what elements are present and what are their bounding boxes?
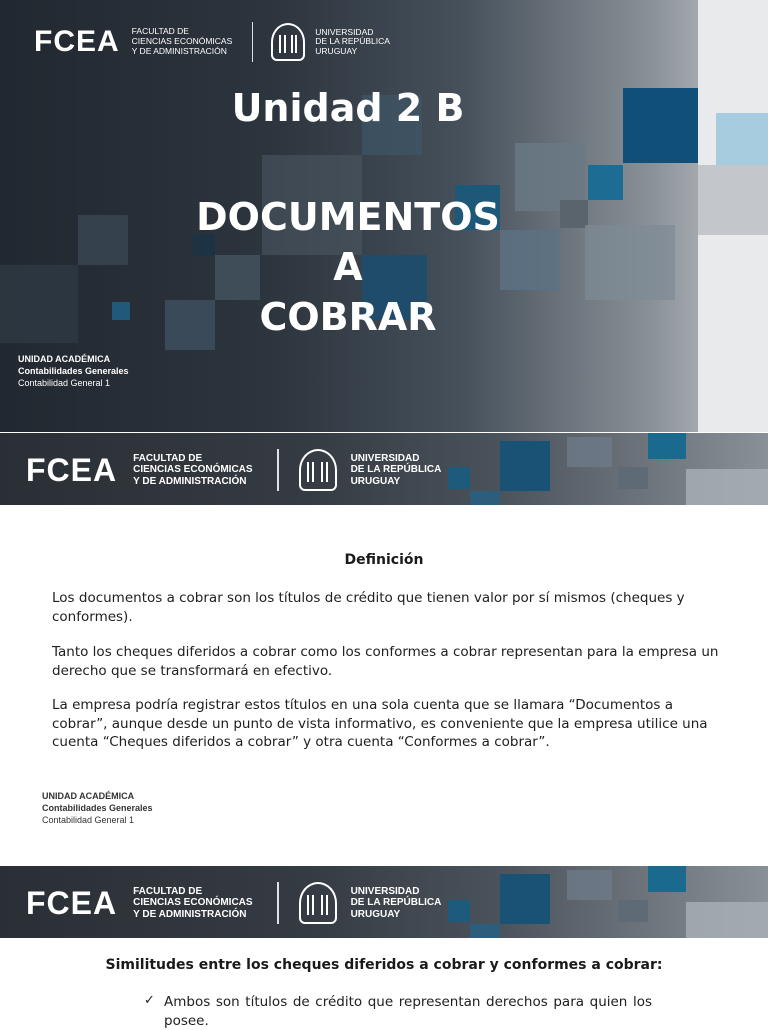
academic-unit-label: UNIDAD ACADÉMICA: [42, 791, 135, 801]
cover-title-line: DOCUMENTOS: [196, 195, 500, 239]
faculty-line: Y DE ADMINISTRACIÓN: [133, 475, 247, 487]
decor-square: [567, 870, 612, 900]
decor-square: [686, 469, 768, 505]
decor-square: [560, 200, 588, 228]
slide-banner: [0, 866, 768, 938]
paragraph: Los documentos a cobrar son los títulos de crédito que tienen valor por sí mismos (cheques y conformes).: [52, 590, 685, 625]
decor-square: [500, 441, 550, 491]
faculty-line: FACULTAD DE: [133, 452, 203, 464]
decor-square: [448, 900, 470, 922]
academic-unit-info: [18, 353, 129, 389]
faculty-name: [133, 453, 252, 488]
university-name: [351, 453, 442, 487]
university-line: UNIVERSIDAD: [350, 886, 420, 898]
cover-title-line: A: [333, 245, 363, 289]
decor-square: [448, 467, 470, 489]
academic-unit-course: Contabilidad General 1: [18, 378, 111, 388]
logo-divider: [277, 449, 279, 491]
academic-unit-label: UNIDAD ACADÉMICA: [18, 354, 111, 364]
slide-heading: Definición: [344, 552, 424, 568]
faculty-line: Y DE ADMINISTRACIÓN: [131, 45, 227, 56]
banner-logo: [26, 882, 441, 924]
faculty-line: FACULTAD DE: [131, 26, 189, 37]
slide-banner: [0, 433, 768, 505]
university-line: URUGUAY: [350, 475, 401, 487]
decor-square: [470, 924, 500, 938]
faculty-name: [132, 27, 233, 56]
faculty-line: Y DE ADMINISTRACIÓN: [133, 908, 247, 920]
decor-square: [698, 165, 768, 235]
fcea-logo: FCEA: [26, 451, 118, 488]
university-name: [315, 28, 390, 57]
decor-square: [0, 265, 78, 343]
academic-unit-dept: Contabilidades Generales: [42, 803, 153, 813]
check-icon: ✓: [144, 993, 155, 1008]
paragraph: Tanto los cheques diferidos a cobrar como los conformes a cobrar representan para la empresa un derecho que se transformará en efectivo.: [52, 644, 719, 679]
university-seal-icon: [299, 882, 337, 924]
cover-title-line: COBRAR: [259, 295, 437, 339]
academic-unit-dept: Contabilidades Generales: [18, 366, 129, 376]
logo-divider: [277, 882, 279, 924]
cover-title: [180, 192, 516, 342]
unit-title: Unidad 2 B: [231, 86, 465, 130]
list-item: [144, 993, 652, 1030]
decor-square: [623, 88, 698, 163]
fcea-logo: FCEA: [26, 884, 118, 921]
bullet-text: Ambos son títulos de crédito que representan derechos para quien los posee.: [164, 994, 652, 1029]
faculty-line: CIENCIAS ECONÓMICAS: [133, 897, 253, 909]
university-line: DE LA REPÚBLICA: [350, 897, 442, 909]
faculty-line: FACULTAD DE: [133, 885, 203, 897]
university-line: DE LA REPÚBLICA: [350, 464, 442, 476]
university-line: UNIVERSIDAD: [315, 26, 374, 37]
university-line: DE LA REPÚBLICA: [315, 36, 390, 47]
cover-slide: [0, 0, 768, 432]
university-seal-icon: [271, 23, 305, 61]
banner-logo: [26, 449, 441, 491]
university-line: UNIVERSIDAD: [350, 453, 420, 465]
fcea-logo: FCEA: [34, 25, 120, 58]
university-name: [351, 886, 442, 920]
decor-square: [567, 437, 612, 467]
university-line: URUGUAY: [315, 45, 358, 56]
decor-square: [648, 433, 686, 459]
academic-unit-course: Contabilidad General 1: [42, 815, 135, 825]
decor-square: [686, 902, 768, 938]
faculty-name: [133, 886, 252, 921]
cover-logo: [34, 22, 390, 62]
decor-square: [648, 866, 686, 892]
decor-square: [112, 302, 130, 320]
decor-square: [78, 215, 128, 265]
decor-square: [618, 900, 648, 922]
decor-square: [618, 467, 648, 489]
university-line: URUGUAY: [350, 908, 401, 920]
university-seal-icon: [299, 449, 337, 491]
faculty-line: CIENCIAS ECONÓMICAS: [133, 464, 253, 476]
decor-square: [585, 225, 675, 300]
decor-square: [716, 113, 768, 165]
decor-square: [500, 874, 550, 924]
decor-square: [470, 491, 500, 505]
paragraph: La empresa podría registrar estos títulos en una sola cuenta que se llamara “Documentos a cobrar”, aunque desde un punto de vista informativo, es conveniente que la empresa utilice una cuenta “Cheques diferidos a cobrar” y otra cuenta “Conformes a cobrar”.: [52, 697, 708, 750]
decor-square: [588, 165, 623, 200]
faculty-line: CIENCIAS ECONÓMICAS: [131, 36, 233, 47]
academic-unit-info: [42, 790, 153, 826]
logo-divider: [252, 22, 253, 62]
slide-heading: Similitudes entre los cheques diferidos a cobrar y conformes a cobrar:: [105, 957, 663, 973]
